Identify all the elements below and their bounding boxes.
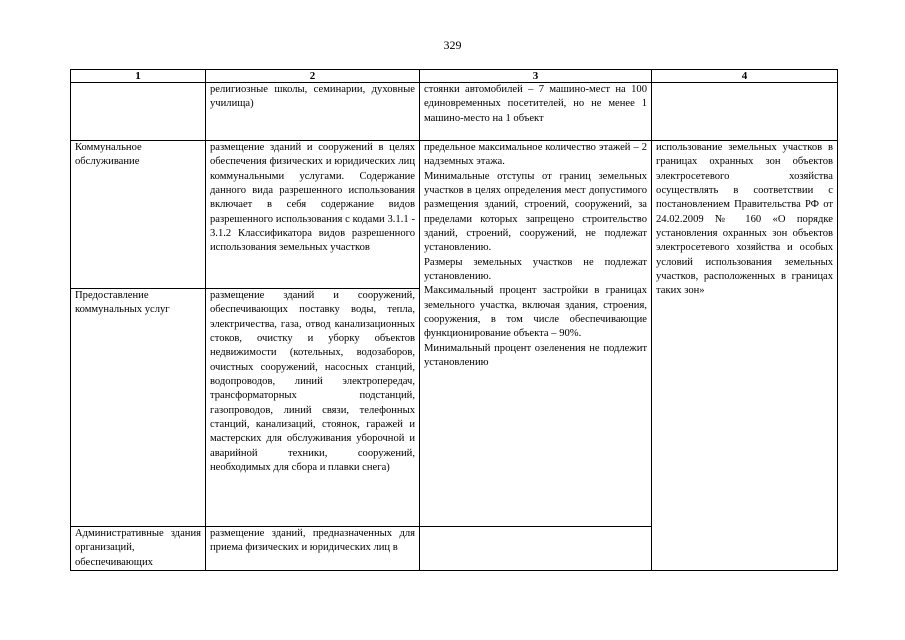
row3-use-name: Административные здания организаций, обеспечивающих — [71, 527, 206, 571]
row0-col4 — [652, 83, 838, 141]
column-header-4: 4 — [652, 70, 838, 83]
restrictions-cell: использование земельных участков в границах охранных зон объектов электросетевого хозяйства осуществлять в соответствии с постановлением Правительства РФ от 24.02.2009 № 160 «О порядке установления охранных зон объектов электросетевого хозяйства и особых условий использования земельных участков, расположенных в границах таких зон» — [652, 141, 838, 571]
row1-use-name: Коммунальное обслуживание — [71, 141, 206, 289]
parameter-paragraph: Минимальные отступы от границ земельных участков в целях определения мест допустимого размещения зданий, строений, сооружений, за пределами которых запрещено строительство зданий, строений, сооружений, не подлежат установлению. — [424, 170, 647, 254]
row0-col1 — [71, 83, 206, 141]
column-header-2: 2 — [206, 70, 420, 83]
table-row — [71, 141, 838, 289]
row2-use-name: Предоставление коммунальных услуг — [71, 289, 206, 527]
page-number: 329 — [443, 38, 462, 52]
row3-col3 — [420, 527, 652, 571]
table-header-row — [71, 70, 838, 83]
row2-use-description: размещение зданий и сооружений, обеспечивающих поставку воды, тепла, электричества, газа, отвод канализационных стоков, очистку и уборку объектов недвижимости (котельных, водозаборов, очистных сооружений, насосных станций, водопроводов, линий электропередач, трансформаторных подстанций, газопроводов, линий связи, телефонных станций, канализаций, стоянок, гаражей и мастерских для обслуживания уборочной и аварийной техники, сооружений, необходимых для сбора и плавки снега) — [206, 289, 420, 527]
parameter-paragraph: Максимальный процент застройки в границах земельного участка, включая здания, строения, сооружения, в том числе обеспечивающие функционирование объекта – 90%. — [424, 285, 647, 340]
row3-use-description: размещение зданий, предназначенных для приема физических и юридических лиц в — [206, 527, 420, 571]
row1-use-description: размещение зданий и сооружений в целях обеспечения физических и юридических лиц коммунальными услугами. Содержание данного вида разрешенного использования включает в себя содержание видов разрешенного использования с кодами 3.1.1 - 3.1.2 Классификатора видов разрешенного использования земельных участков — [206, 141, 420, 289]
row0-col3: стоянки автомобилей – 7 машино-мест на 100 единовременных посетителей, но не менее 1 машино-место на 1 объект — [420, 83, 652, 141]
parameter-paragraph: предельное максимальное количество этажей – 2 надземных этажа. — [424, 142, 647, 168]
column-header-3: 3 — [420, 70, 652, 83]
parameter-paragraph: Минимальный процент озеленения не подлежит установлению — [424, 342, 647, 369]
parameter-paragraph: Размеры земельных участков не подлежат установлению. — [424, 256, 647, 283]
column-header-1: 1 — [71, 70, 206, 83]
parameters-cell — [420, 141, 652, 527]
table-row — [71, 83, 838, 141]
row0-col2: религиозные школы, семинарии, духовные училища) — [206, 83, 420, 141]
zoning-table — [70, 69, 838, 571]
